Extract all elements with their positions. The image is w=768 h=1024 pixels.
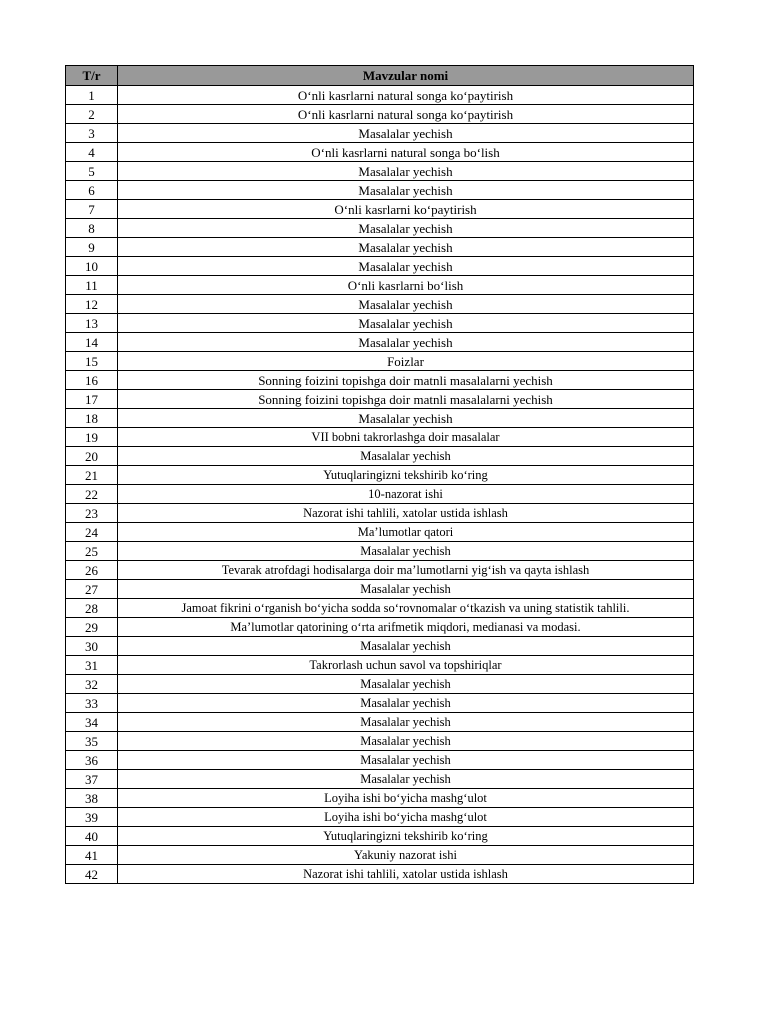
row-number-cell: 38	[66, 789, 118, 808]
topic-name-cell: Masalalar yechish	[118, 181, 694, 200]
table-row	[66, 637, 694, 656]
row-number-cell: 14	[66, 333, 118, 352]
topic-name-cell: O‘nli kasrlarni ko‘paytirish	[118, 200, 694, 219]
table-row	[66, 352, 694, 371]
table-row	[66, 485, 694, 504]
topic-name-cell: Masalalar yechish	[118, 162, 694, 181]
row-number-cell: 33	[66, 694, 118, 713]
topic-name-cell: Masalalar yechish	[118, 409, 694, 428]
row-number-cell: 40	[66, 827, 118, 846]
table-row	[66, 257, 694, 276]
row-number-cell: 37	[66, 770, 118, 789]
topic-name-cell: Masalalar yechish	[118, 219, 694, 238]
table-row	[66, 561, 694, 580]
table-row	[66, 105, 694, 124]
table-row	[66, 713, 694, 732]
topic-name-cell: Sonning foizini topishga doir matnli masalalarni yechish	[118, 371, 694, 390]
topic-name-cell: Masalalar yechish	[118, 314, 694, 333]
row-number-cell: 42	[66, 865, 118, 884]
table-row	[66, 694, 694, 713]
topic-name-cell: Yutuqlaringizni tekshirib ko‘ring	[118, 466, 694, 485]
table-row	[66, 162, 694, 181]
topic-name-cell: Masalalar yechish	[118, 694, 694, 713]
topic-name-cell: O‘nli kasrlarni bo‘lish	[118, 276, 694, 295]
row-number-cell: 35	[66, 732, 118, 751]
topic-name-cell: Masalalar yechish	[118, 751, 694, 770]
table-row	[66, 827, 694, 846]
table-row	[66, 276, 694, 295]
row-number-cell: 7	[66, 200, 118, 219]
table-row	[66, 751, 694, 770]
topic-name-cell: Masalalar yechish	[118, 580, 694, 599]
topic-name-cell: Masalalar yechish	[118, 713, 694, 732]
table-row	[66, 390, 694, 409]
row-number-cell: 9	[66, 238, 118, 257]
table-row	[66, 86, 694, 105]
table-row	[66, 675, 694, 694]
row-number-cell: 19	[66, 428, 118, 447]
table-row	[66, 808, 694, 827]
header-topic-name: Mavzular nomi	[118, 66, 694, 86]
table-row	[66, 409, 694, 428]
row-number-cell: 39	[66, 808, 118, 827]
row-number-cell: 23	[66, 504, 118, 523]
row-number-cell: 6	[66, 181, 118, 200]
topic-name-cell: Masalalar yechish	[118, 333, 694, 352]
table-row	[66, 789, 694, 808]
table-row	[66, 314, 694, 333]
table-row	[66, 333, 694, 352]
table-row	[66, 200, 694, 219]
table-row	[66, 428, 694, 447]
table-row	[66, 865, 694, 884]
table-row	[66, 618, 694, 637]
topic-name-cell: O‘nli kasrlarni natural songa ko‘paytirish	[118, 105, 694, 124]
row-number-cell: 8	[66, 219, 118, 238]
table-row	[66, 295, 694, 314]
table-row	[66, 143, 694, 162]
table-row	[66, 124, 694, 143]
row-number-cell: 2	[66, 105, 118, 124]
topic-name-cell: O‘nli kasrlarni natural songa ko‘paytirish	[118, 86, 694, 105]
topic-name-cell: Masalalar yechish	[118, 542, 694, 561]
row-number-cell: 21	[66, 466, 118, 485]
topic-name-cell: Masalalar yechish	[118, 770, 694, 789]
topic-name-cell: Loyiha ishi bo‘yicha mashg‘ulot	[118, 808, 694, 827]
table-row	[66, 656, 694, 675]
table-row	[66, 371, 694, 390]
row-number-cell: 4	[66, 143, 118, 162]
row-number-cell: 34	[66, 713, 118, 732]
topic-name-cell: Nazorat ishi tahlili, xatolar ustida ishlash	[118, 865, 694, 884]
topic-name-cell: Masalalar yechish	[118, 637, 694, 656]
topic-name-cell: Masalalar yechish	[118, 295, 694, 314]
topic-name-cell: Masalalar yechish	[118, 675, 694, 694]
topic-name-cell: Sonning foizini topishga doir matnli masalalarni yechish	[118, 390, 694, 409]
table-row	[66, 466, 694, 485]
row-number-cell: 26	[66, 561, 118, 580]
table-row	[66, 238, 694, 257]
row-number-cell: 15	[66, 352, 118, 371]
topic-name-cell: Takrorlash uchun savol va topshiriqlar	[118, 656, 694, 675]
row-number-cell: 30	[66, 637, 118, 656]
topic-name-cell: O‘nli kasrlarni natural songa bo‘lish	[118, 143, 694, 162]
table-row	[66, 732, 694, 751]
row-number-cell: 28	[66, 599, 118, 618]
table-row	[66, 523, 694, 542]
row-number-cell: 5	[66, 162, 118, 181]
table-row	[66, 542, 694, 561]
topic-name-cell: Ma’lumotlar qatori	[118, 523, 694, 542]
row-number-cell: 41	[66, 846, 118, 865]
table-row	[66, 504, 694, 523]
topic-name-cell: Masalalar yechish	[118, 732, 694, 751]
topic-name-cell: Yakuniy nazorat ishi	[118, 846, 694, 865]
topic-name-cell: Loyiha ishi bo‘yicha mashg‘ulot	[118, 789, 694, 808]
row-number-cell: 25	[66, 542, 118, 561]
row-number-cell: 32	[66, 675, 118, 694]
row-number-cell: 17	[66, 390, 118, 409]
table-row	[66, 580, 694, 599]
table-row	[66, 181, 694, 200]
topic-name-cell: Masalalar yechish	[118, 238, 694, 257]
table-header-row	[66, 66, 694, 86]
topic-name-cell: 10-nazorat ishi	[118, 485, 694, 504]
row-number-cell: 12	[66, 295, 118, 314]
row-number-cell: 29	[66, 618, 118, 637]
topic-name-cell: Foizlar	[118, 352, 694, 371]
row-number-cell: 24	[66, 523, 118, 542]
table-row	[66, 770, 694, 789]
topics-table	[65, 65, 694, 884]
row-number-cell: 3	[66, 124, 118, 143]
row-number-cell: 13	[66, 314, 118, 333]
row-number-cell: 27	[66, 580, 118, 599]
table-row	[66, 219, 694, 238]
topic-name-cell: Yutuqlaringizni tekshirib ko‘ring	[118, 827, 694, 846]
row-number-cell: 1	[66, 86, 118, 105]
topic-name-cell: Nazorat ishi tahlili, xatolar ustida ishlash	[118, 504, 694, 523]
row-number-cell: 16	[66, 371, 118, 390]
topic-name-cell: Tevarak atrofdagi hodisalarga doir ma’lumotlarni yig‘ish va qayta ishlash	[118, 561, 694, 580]
table-row	[66, 846, 694, 865]
topic-name-cell: Ma’lumotlar qatorining o‘rta arifmetik miqdori, medianasi va modasi.	[118, 618, 694, 637]
table-row	[66, 599, 694, 618]
topic-name-cell: Masalalar yechish	[118, 447, 694, 466]
topic-name-cell: Masalalar yechish	[118, 257, 694, 276]
topic-name-cell: Jamoat fikrini o‘rganish bo‘yicha sodda so‘rovnomalar o‘tkazish va uning statistik tahlili.	[118, 599, 694, 618]
table-body	[66, 86, 694, 884]
table-row	[66, 447, 694, 466]
topic-name-cell: Masalalar yechish	[118, 124, 694, 143]
row-number-cell: 31	[66, 656, 118, 675]
row-number-cell: 10	[66, 257, 118, 276]
row-number-cell: 20	[66, 447, 118, 466]
row-number-cell: 22	[66, 485, 118, 504]
header-number: T/r	[66, 66, 118, 86]
topic-name-cell: VII bobni takrorlashga doir masalalar	[118, 428, 694, 447]
row-number-cell: 11	[66, 276, 118, 295]
row-number-cell: 36	[66, 751, 118, 770]
row-number-cell: 18	[66, 409, 118, 428]
